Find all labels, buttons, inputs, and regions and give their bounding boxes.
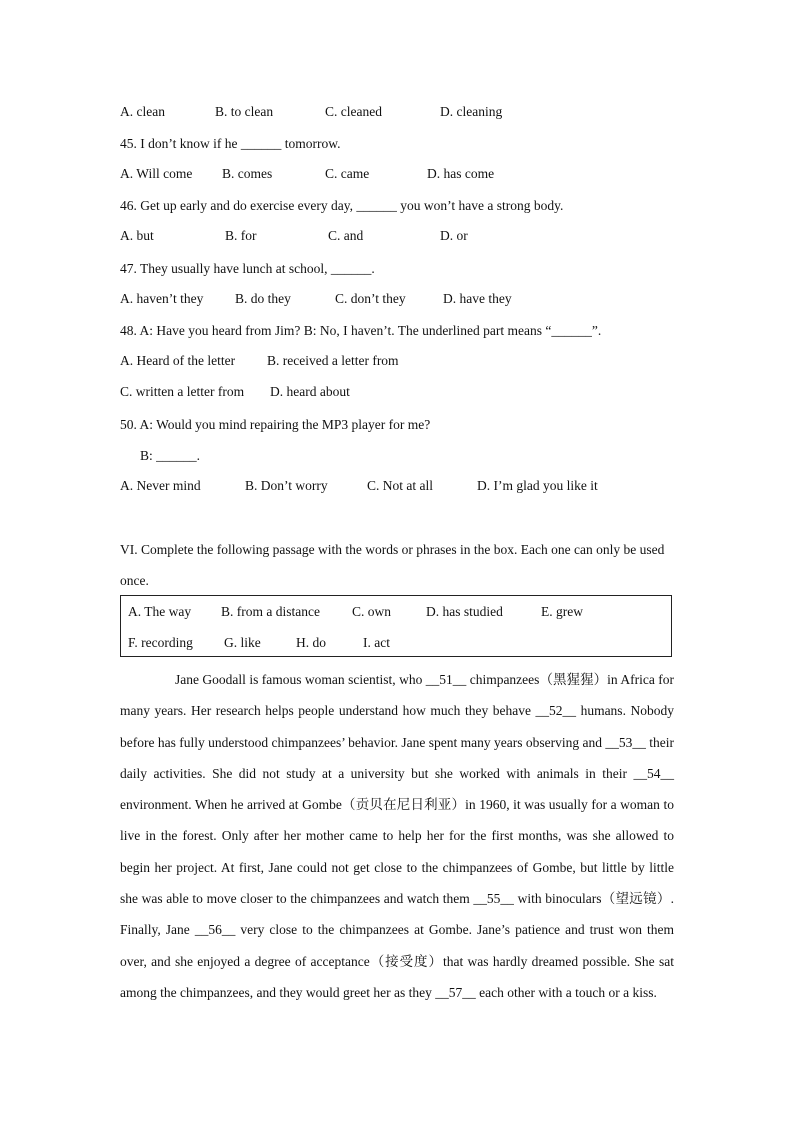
word-box-item-h: H. do (296, 635, 326, 650)
q50-answer-line: B: ______. (140, 448, 201, 463)
q48-option-d: D. heard about (270, 384, 350, 399)
q50-option-d: D. I’m glad you like it (477, 478, 598, 493)
word-box-item-c: C. own (352, 604, 392, 619)
q45-option-c: C. came (325, 166, 370, 181)
q50-option-b: B. Don’t worry (245, 478, 328, 493)
word-box-item-a: A. The way (128, 604, 192, 619)
q45-stem: 45. I don’t know if he ______ tomorrow. (120, 136, 341, 151)
q44-option-d: D. cleaning (440, 104, 503, 119)
q47-option-d: D. have they (443, 291, 512, 306)
passage-text: Jane Goodall is famous woman scientist, who __51__ chimpanzees（黑猩猩）in Africa for many years. Her research helps people understand how much they behave __52__ humans. Nobody before has fully understood chimpanzees’ behavior. Jane spent many years observing and __53__ their daily activities. She did not study at a university but she worked with animals in their __54__ environment. When he arrived at Gombe（贡贝在尼日利亚）in 1960, it was usually for a woman to live in the forest. Only after her mother came to help her for the first months, was she allowed to begin her project. At first, Jane could not get close to the chimpanzees of Gombe, but little by little she was able to move closer to the chimpanzees and watch them __55__ with binoculars（望远镜）. Finally, Jane __56__ very close to the chimpanzees at Gombe. Jane’s patience and trust won them over, and she enjoyed a degree of acceptance（接受度）that was hardly dreamed possible. She sat among the chimpanzees, and they would greet her as they __57__ each other with a touch or a kiss. (120, 672, 674, 1000)
section6-instruction: VI. Complete the following passage with the words or phrases in the box. Each one can only be used (120, 542, 665, 557)
section6-instruction-cont: once. (120, 573, 149, 588)
q50-option-c: C. Not at all (367, 478, 433, 493)
q44-option-b: B. to clean (215, 104, 274, 119)
q47-option-c: C. don’t they (335, 291, 406, 306)
word-box-item-b: B. from a distance (221, 604, 320, 619)
q48-option-b: B. received a letter from (267, 353, 399, 368)
q50-stem: 50. A: Would you mind repairing the MP3 player for me? (120, 417, 431, 432)
q50-option-a: A. Never mind (120, 478, 201, 493)
q46-stem: 46. Get up early and do exercise every day, ______ you won’t have a strong body. (120, 198, 564, 213)
q48-option-a: A. Heard of the letter (120, 353, 236, 368)
word-box-item-g: G. like (224, 635, 261, 650)
word-box-item-i: I. act (363, 635, 390, 650)
word-box-item-e: E. grew (541, 604, 583, 619)
q45-option-b: B. comes (222, 166, 273, 181)
q46-option-d: D. or (440, 228, 468, 243)
q44-option-a: A. clean (120, 104, 165, 119)
q47-option-b: B. do they (235, 291, 291, 306)
q46-option-a: A. but (120, 228, 154, 243)
q45-option-d: D. has come (427, 166, 495, 181)
word-box-item-d: D. has studied (426, 604, 503, 619)
q47-stem: 47. They usually have lunch at school, ______. (120, 261, 375, 276)
q46-option-b: B. for (225, 228, 257, 243)
q44-option-c: C. cleaned (325, 104, 382, 119)
q46-option-c: C. and (328, 228, 364, 243)
word-box (120, 595, 672, 657)
word-box-item-f: F. recording (128, 635, 193, 650)
q48-option-c: C. written a letter from (120, 384, 245, 399)
q48-stem: 48. A: Have you heard from Jim? B: No, I haven’t. The underlined part means “______”. (120, 323, 602, 338)
q47-option-a: A. haven’t they (120, 291, 204, 306)
passage (120, 664, 674, 1008)
q45-option-a: A. Will come (120, 166, 193, 181)
